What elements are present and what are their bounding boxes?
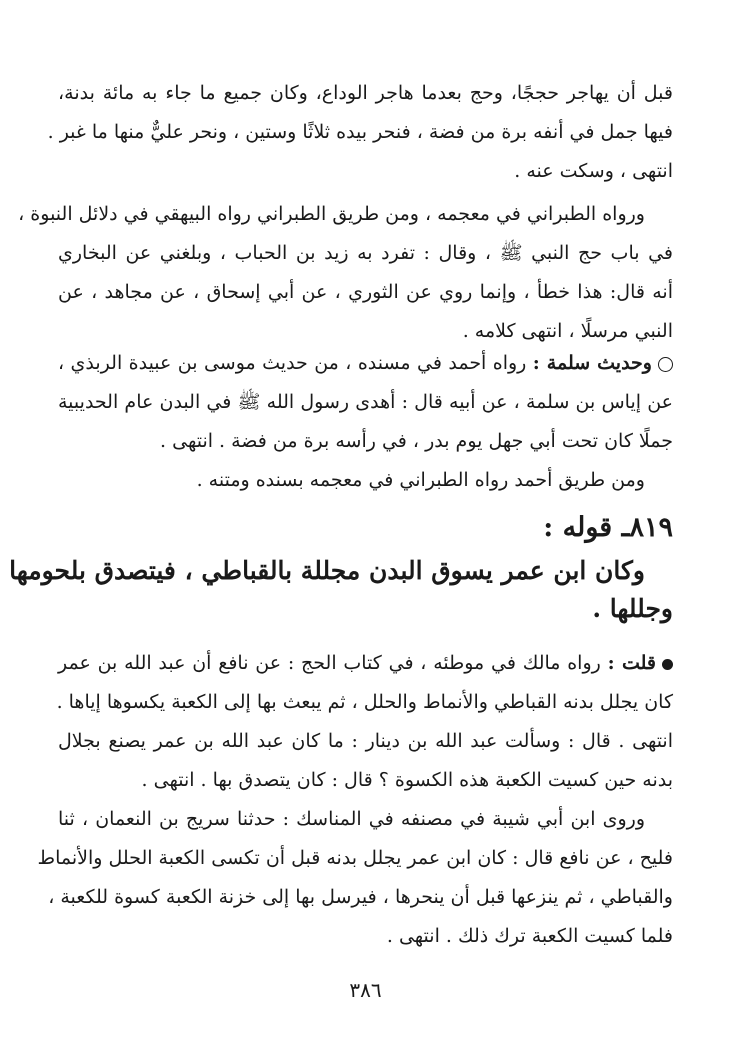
text-line: انتهى . قال : وسألت عبد الله بن دينار : ما كان عبد الله بن عمر يصنع بجلال: [58, 730, 673, 752]
text-line: ورواه الطبراني في معجمه ، ومن طريق الطبراني رواه البيهقي في دلائل النبوة ،: [18, 203, 645, 225]
paragraph-2: [18, 195, 673, 351]
text-line: كان يجلل بدنه القباطي والأنماط والحلل ، ثم يبعث بها إلى الكعبة يكسوها إياها .: [56, 691, 673, 713]
text-line: [58, 344, 673, 383]
section-heading: ٨١٩ـ قوله :: [543, 512, 673, 543]
page-number: ٣٨٦: [349, 978, 382, 1002]
qultu-label: قلت :: [607, 652, 656, 674]
circle-marker-icon: [658, 357, 673, 372]
text-line: فليح ، عن نافع قال : كان ابن عمر يجلل بدنه قبل أن تكسى الكعبة الحلل والأنماط: [37, 847, 673, 869]
text-line: [58, 644, 673, 683]
quoted-statement: [9, 552, 673, 628]
text-line: انتهى ، وسكت عنه .: [514, 160, 673, 182]
text-line: فيها جمل في أنفه برة من فضة ، فنحر بيده ثلاثًا وستين ، ونحر عليٌّ منها ما غبر .: [47, 121, 673, 143]
hadith-label: وحديث سلمة :: [532, 352, 652, 374]
text-line: أنه قال: هذا خطأ ، وإنما روي عن الثوري ، عن أبي إسحاق ، عن مجاهد ، عن: [58, 281, 673, 303]
text-line: عن إياس بن سلمة ، عن أبيه قال : أهدى رسول الله ﷺ في البدن عام الحديبية: [58, 391, 673, 413]
text-line: جملًا كان تحت أبي جهل يوم بدر ، في رأسه برة من فضة . انتهى .: [160, 430, 673, 452]
text-line: ومن طريق أحمد رواه الطبراني في معجمه بسنده ومتنه .: [196, 469, 645, 491]
text-line: وجللها .: [592, 594, 673, 623]
paragraph-1: [47, 74, 673, 191]
text-line: فلما كسيت الكعبة ترك ذلك . انتهى .: [386, 925, 673, 947]
line-text: رواه مالك في موطئه ، في كتاب الحج : عن نافع أن عبد الله بن عمر: [58, 652, 601, 674]
text-line: وكان ابن عمر يسوق البدن مجللة بالقباطي ، فيتصدق بلحومها: [9, 556, 645, 585]
text-line: النبي مرسلًا ، انتهى كلامه .: [462, 320, 673, 342]
bullet-icon: [662, 659, 673, 670]
line-text: رواه أحمد في مسنده ، من حديث موسى بن عبيدة الربذي ،: [58, 352, 527, 374]
paragraph-4: [58, 461, 673, 500]
text-line: وروى ابن أبي شيبة في مصنفه في المناسك : حدثنا سريج بن النعمان ، ثنا: [58, 808, 645, 830]
text-line: والقباطي ، ثم ينزعها قبل أن ينحرها ، فيرسل بها إلى خزنة الكعبة كسوة للكعبة ،: [48, 886, 673, 908]
paragraph-6: [37, 800, 673, 956]
text-line: في باب حج النبي ﷺ ، وقال : تفرد به زيد بن الحباب ، وبلغني عن البخاري: [58, 242, 673, 264]
text-line: قبل أن يهاجر حججًا، وحج بعدما هاجر الوداع، وكان جميع ما جاء به مائة بدنة،: [58, 82, 673, 104]
paragraph-3: [58, 344, 673, 461]
text-line: بدنه حين كسيت الكعبة هذه الكسوة ؟ قال : كان يتصدق بها . انتهى .: [141, 769, 673, 791]
paragraph-5: [58, 644, 673, 800]
